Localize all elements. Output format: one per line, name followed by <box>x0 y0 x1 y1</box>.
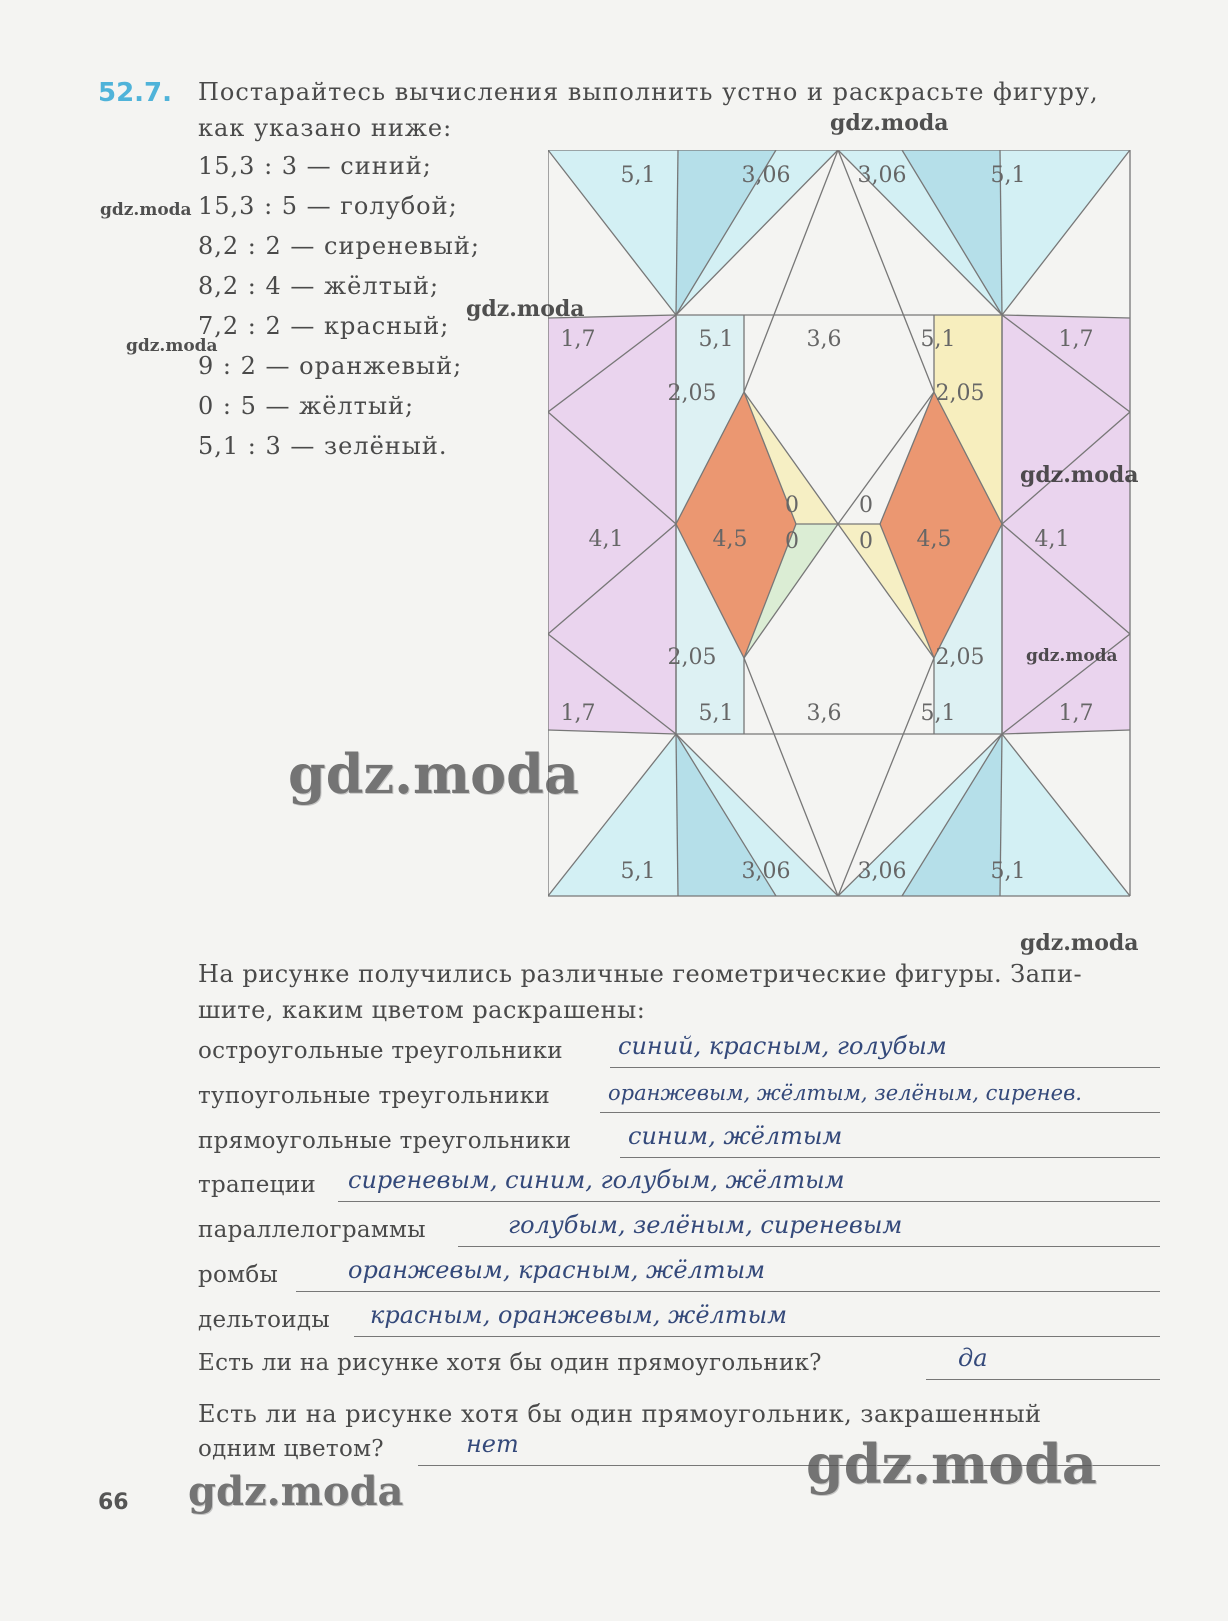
handwritten-answer: синим, жёлтым <box>628 1122 843 1150</box>
region-value-label: 2,05 <box>667 381 717 406</box>
answer-row-label: Есть ли на рисунке хотя бы один прямоугольник? <box>198 1350 822 1376</box>
answer-row-label: ромбы <box>198 1262 279 1288</box>
region-value-label: 1,7 <box>1058 701 1094 726</box>
watermark: gdz.moda <box>830 110 949 136</box>
answer-line <box>354 1336 1160 1337</box>
region-value-label: 4,1 <box>588 527 624 552</box>
region-value-label: 4,5 <box>712 527 748 552</box>
watermark: gdz.moda <box>1026 646 1118 666</box>
answer-line <box>296 1291 1160 1292</box>
watermark: gdz.moda <box>466 296 585 322</box>
handwritten-answer: нет <box>466 1430 519 1458</box>
region-value-label: 3,06 <box>741 859 791 884</box>
handwritten-answer: голубым, зелёным, сиреневым <box>508 1211 903 1239</box>
region-value-label: 3,06 <box>857 163 907 188</box>
colored-figure <box>548 150 1152 922</box>
answer-row <box>198 1207 1160 1247</box>
answer-row <box>198 1162 1160 1202</box>
region-value-label: 3,6 <box>806 701 842 726</box>
handwritten-answer: оранжевым, жёлтым, зелёным, сиренев. <box>608 1081 1082 1105</box>
watermark: gdz.moda <box>100 200 192 220</box>
handwritten-answer: оранжевым, красным, жёлтым <box>348 1256 766 1284</box>
handwritten-answer: синий, красным, голубым <box>618 1032 947 1060</box>
answer-line <box>610 1067 1160 1068</box>
region-value-label: 1,7 <box>560 701 596 726</box>
region-value-label: 1,7 <box>560 327 596 352</box>
answer-row-label: прямоугольные треугольники <box>198 1128 572 1154</box>
task-prompt-line2: как указано ниже: <box>198 114 453 142</box>
color-rule: 8,2 : 4 — жёлтый; <box>198 272 440 300</box>
color-rule: 7,2 : 2 — красный; <box>198 312 450 340</box>
answer-row-label: остроугольные треугольники <box>198 1038 563 1064</box>
answer-row-label: трапеции <box>198 1172 316 1198</box>
region-value-label: 0 <box>859 493 873 518</box>
answer-row <box>198 1118 1160 1158</box>
region-value-label: 4,5 <box>916 527 952 552</box>
region-value-label: 0 <box>859 529 873 554</box>
color-rule: 15,3 : 5 — голубой; <box>198 192 458 220</box>
region-value-label: 5,1 <box>920 701 956 726</box>
answer-row <box>198 1073 1160 1113</box>
region-value-label: 2,05 <box>935 381 985 406</box>
region-value-label: 5,1 <box>620 163 656 188</box>
answer-line <box>458 1246 1160 1247</box>
answer-row-label: одним цветом? <box>198 1436 384 1462</box>
color-rule: 0 : 5 — жёлтый; <box>198 392 415 420</box>
watermark: gdz.moda <box>1020 930 1139 956</box>
answer-row <box>198 1340 1160 1380</box>
answer-row-label: тупоугольные треугольники <box>198 1083 551 1109</box>
answer-row-label: параллелограммы <box>198 1217 426 1243</box>
region-value-label: 2,05 <box>667 645 717 670</box>
region-value-label: 5,1 <box>698 327 734 352</box>
answer-row <box>198 1252 1160 1292</box>
region-lilac <box>1002 315 1130 734</box>
answer-line <box>600 1112 1160 1113</box>
region-value-label: 1,7 <box>1058 327 1094 352</box>
region-value-label: 5,1 <box>698 701 734 726</box>
region-value-label: 0 <box>785 493 799 518</box>
watermark: gdz.moda <box>1020 462 1139 488</box>
answer-line <box>926 1379 1160 1380</box>
task-prompt-line1: Постарайтесь вычисления выполнить устно и раскрасьте фигуру, <box>198 78 1099 106</box>
watermark: gdz.moda <box>126 336 218 356</box>
questions-intro-line2: шите, каким цветом раскрашены: <box>198 996 646 1024</box>
answer-row <box>198 1297 1160 1337</box>
color-rule: 9 : 2 — оранжевый; <box>198 352 463 380</box>
watermark: gdz.moda <box>806 1432 1097 1496</box>
handwritten-answer: красным, оранжевым, жёлтым <box>370 1301 788 1329</box>
region-value-label: 3,06 <box>857 859 907 884</box>
handwritten-answer: сиреневым, синим, голубым, жёлтым <box>348 1166 845 1194</box>
handwritten-answer: да <box>958 1344 988 1372</box>
region-value-label: 3,06 <box>741 163 791 188</box>
answer-line <box>620 1157 1160 1158</box>
watermark: gdz.moda <box>288 742 579 806</box>
page-number: 66 <box>98 1490 129 1515</box>
region-value-label: 5,1 <box>620 859 656 884</box>
color-rule: 15,3 : 3 — синий; <box>198 152 432 180</box>
region-value-label: 5,1 <box>990 163 1026 188</box>
region-value-label: 0 <box>785 529 799 554</box>
color-rule: 5,1 : 3 — зелёный. <box>198 432 448 460</box>
region-lilac <box>548 315 676 734</box>
last-question-line1: Есть ли на рисунке хотя бы один прямоугольник, закрашенный <box>198 1400 1042 1428</box>
questions-intro-line1: На рисунке получились различные геометрические фигуры. Запи- <box>198 960 1083 988</box>
task-number: 52.7. <box>98 78 173 108</box>
answer-row <box>198 1028 1160 1068</box>
answer-line <box>338 1201 1160 1202</box>
answer-row-label: дельтоиды <box>198 1307 330 1333</box>
watermark: gdz.moda <box>188 1468 404 1515</box>
region-value-label: 3,6 <box>806 327 842 352</box>
region-value-label: 5,1 <box>920 327 956 352</box>
region-value-label: 4,1 <box>1034 527 1070 552</box>
region-value-label: 5,1 <box>990 859 1026 884</box>
region-value-label: 2,05 <box>935 645 985 670</box>
color-rule: 8,2 : 2 — сиреневый; <box>198 232 480 260</box>
